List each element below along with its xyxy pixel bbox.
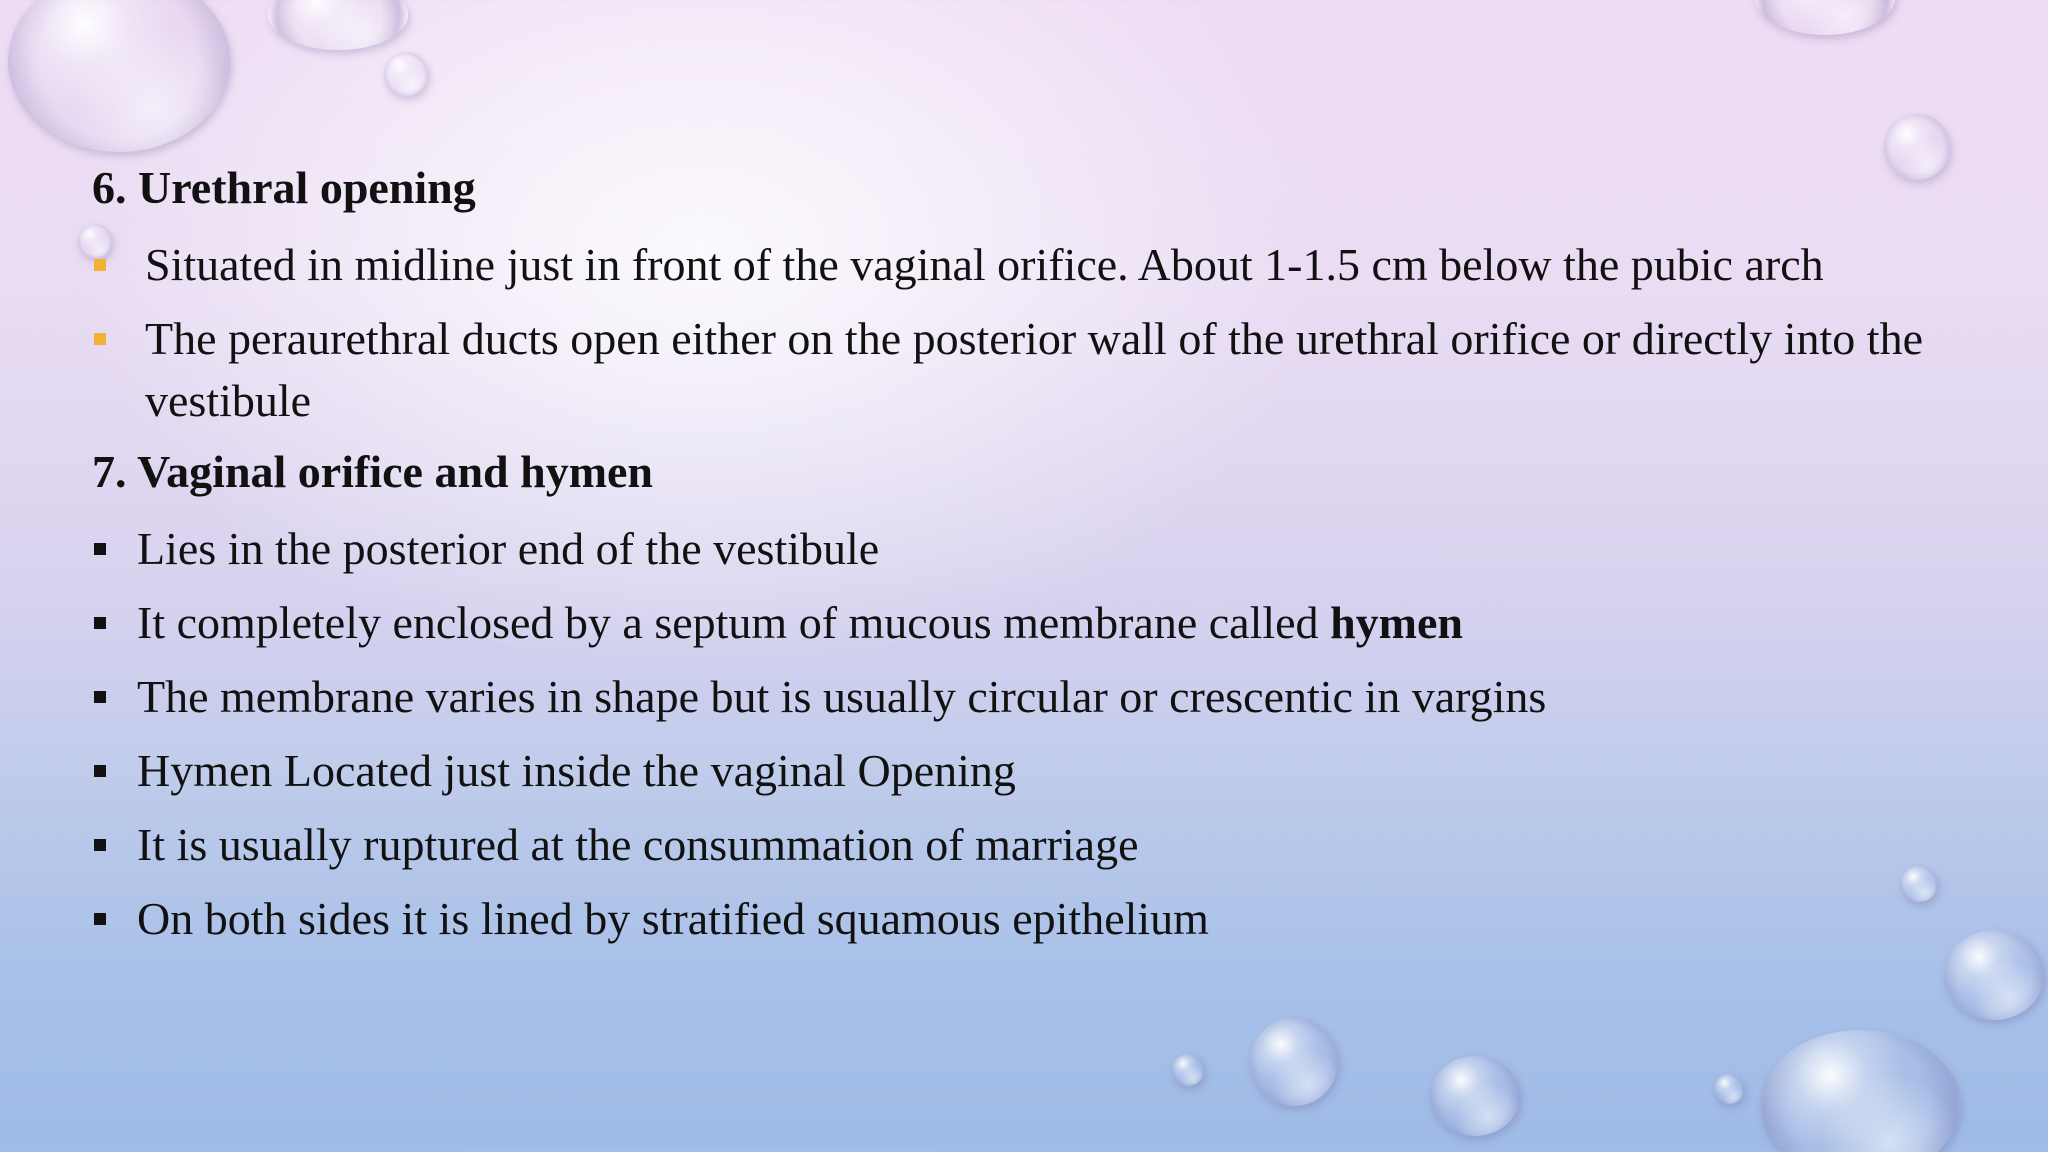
decorative-bubble [1760, 1030, 1960, 1152]
square-bullet-icon [94, 617, 106, 629]
slide-content [92, 160, 1992, 962]
decorative-bubble [1755, 0, 1895, 35]
square-bullet-icon [94, 543, 106, 555]
decorative-bubble [1250, 1018, 1338, 1106]
decorative-bubble [1430, 1056, 1520, 1136]
bullet-text: It is usually ruptured at the consummation of marriage [137, 819, 1139, 870]
decorative-bubble [268, 0, 408, 50]
decorative-bubble [384, 52, 428, 96]
square-bullet-icon [94, 259, 106, 271]
decorative-bubble [1714, 1074, 1744, 1104]
bullet-text: Situated in midline just in front of the vaginal orifice. About 1-1.5 cm below the pubic arch [145, 239, 1824, 290]
decorative-bubble [1172, 1054, 1204, 1086]
bullet-item [92, 666, 1992, 728]
square-bullet-icon [94, 333, 106, 345]
section-heading-urethral-opening: 6. Urethral opening [92, 162, 476, 213]
square-bullet-icon [94, 913, 106, 925]
bullet-text: On both sides it is lined by stratified squamous epithelium [137, 893, 1209, 944]
bullet-item [92, 518, 1992, 580]
bullet-text: It completely enclosed by a septum of mucous membrane called [137, 597, 1319, 648]
bullet-text: Lies in the posterior end of the vestibule [137, 523, 880, 574]
bullet-item [92, 814, 1992, 876]
bullet-item [92, 592, 1992, 654]
bullet-text: The peraurethral ducts open either on the posterior wall of the urethral orifice or directly into the vestibule [145, 313, 1923, 426]
bullet-item [92, 740, 1992, 802]
bullet-item [92, 234, 1992, 296]
bullet-text: Hymen Located just inside the vaginal Opening [137, 745, 1016, 796]
decorative-bubble [8, 0, 230, 152]
section-heading-vaginal-orifice: 7. Vaginal orifice and hymen [92, 446, 654, 497]
square-bullet-icon [94, 765, 106, 777]
square-bullet-icon [94, 691, 106, 703]
bullet-item [92, 888, 1992, 950]
bold-term-hymen: hymen [1330, 597, 1463, 648]
square-bullet-icon [94, 839, 106, 851]
bullet-item [92, 308, 1992, 432]
bullet-text: The membrane varies in shape but is usually circular or crescentic in vargins [137, 671, 1547, 722]
